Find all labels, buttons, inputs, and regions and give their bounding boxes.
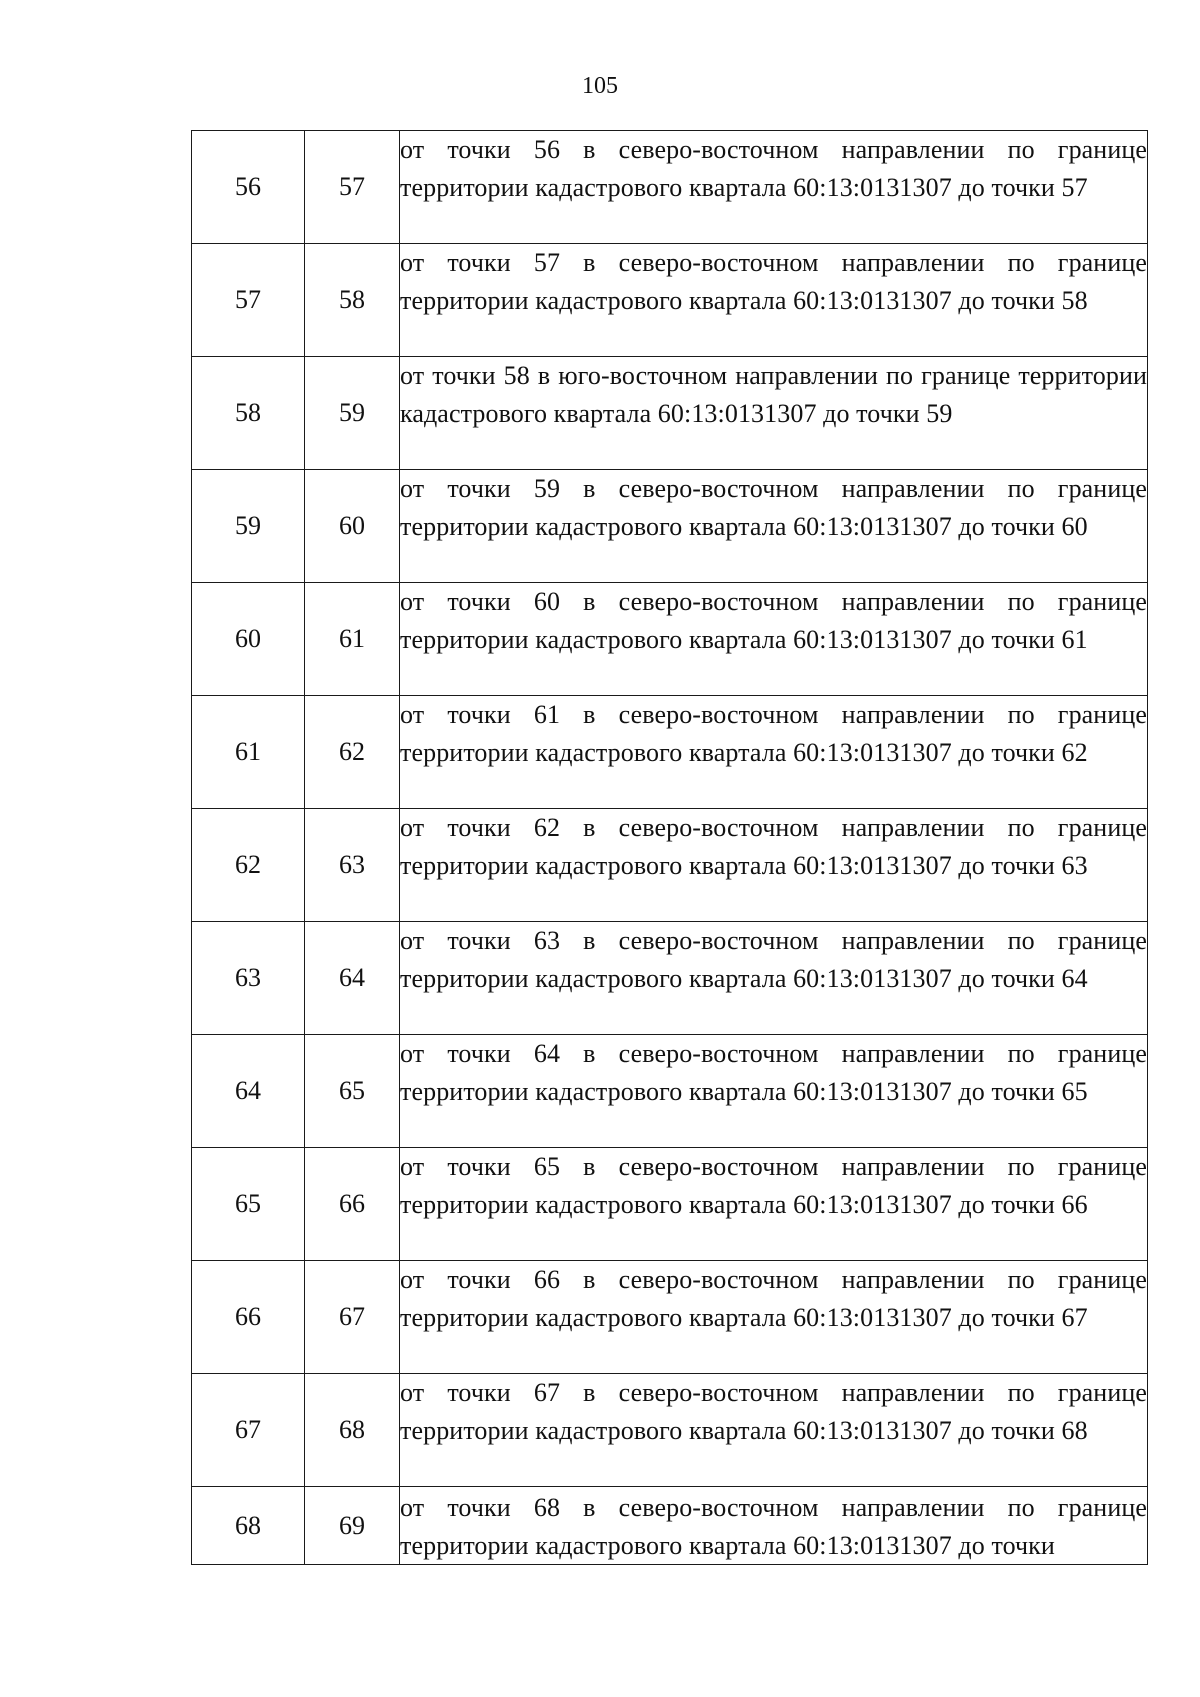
description-cell: от точки 67 в северо-восточном направлении по границе территории кадастрового квартала 60:13:0131307 до точки 68 <box>400 1374 1148 1487</box>
from-point-cell: 57 <box>192 244 305 357</box>
to-point-cell: 68 <box>305 1374 400 1487</box>
to-point-cell: 63 <box>305 809 400 922</box>
from-point-cell: 62 <box>192 809 305 922</box>
from-point-cell: 67 <box>192 1374 305 1487</box>
table-row <box>192 922 1148 1035</box>
from-point-cell: 60 <box>192 583 305 696</box>
to-point-cell: 61 <box>305 583 400 696</box>
to-point-cell: 64 <box>305 922 400 1035</box>
from-point-cell: 66 <box>192 1261 305 1374</box>
from-point-cell: 61 <box>192 696 305 809</box>
description-cell: от точки 65 в северо-восточном направлении по границе территории кадастрового квартала 60:13:0131307 до точки 66 <box>400 1148 1148 1261</box>
table-row <box>192 131 1148 244</box>
description-cell: от точки 62 в северо-восточном направлении по границе территории кадастрового квартала 60:13:0131307 до точки 63 <box>400 809 1148 922</box>
to-point-cell: 58 <box>305 244 400 357</box>
description-cell: от точки 61 в северо-восточном направлении по границе территории кадастрового квартала 60:13:0131307 до точки 62 <box>400 696 1148 809</box>
from-point-cell: 58 <box>192 357 305 470</box>
table-row <box>192 809 1148 922</box>
to-point-cell: 59 <box>305 357 400 470</box>
table-row <box>192 244 1148 357</box>
table-row <box>192 1261 1148 1374</box>
to-point-cell: 62 <box>305 696 400 809</box>
description-cell: от точки 59 в северо-восточном направлении по границе территории кадастрового квартала 60:13:0131307 до точки 60 <box>400 470 1148 583</box>
from-point-cell: 68 <box>192 1487 305 1565</box>
description-cell: от точки 68 в северо-восточном направлении по границе территории кадастрового квартала 60:13:0131307 до точки <box>400 1487 1148 1565</box>
from-point-cell: 64 <box>192 1035 305 1148</box>
description-cell: от точки 56 в северо-восточном направлении по границе территории кадастрового квартала 60:13:0131307 до точки 57 <box>400 131 1148 244</box>
from-point-cell: 63 <box>192 922 305 1035</box>
page-number: 105 <box>582 73 618 99</box>
table-row <box>192 357 1148 470</box>
from-point-cell: 65 <box>192 1148 305 1261</box>
to-point-cell: 65 <box>305 1035 400 1148</box>
table-row <box>192 470 1148 583</box>
description-cell: от точки 60 в северо-восточном направлении по границе территории кадастрового квартала 60:13:0131307 до точки 61 <box>400 583 1148 696</box>
to-point-cell: 57 <box>305 131 400 244</box>
table-row <box>192 696 1148 809</box>
table-row <box>192 1035 1148 1148</box>
table-row <box>192 1487 1148 1565</box>
description-cell: от точки 57 в северо-восточном направлении по границе территории кадастрового квартала 60:13:0131307 до точки 58 <box>400 244 1148 357</box>
table-row <box>192 1374 1148 1487</box>
to-point-cell: 67 <box>305 1261 400 1374</box>
description-cell: от точки 66 в северо-восточном направлении по границе территории кадастрового квартала 60:13:0131307 до точки 67 <box>400 1261 1148 1374</box>
to-point-cell: 60 <box>305 470 400 583</box>
from-point-cell: 59 <box>192 470 305 583</box>
table-row <box>192 1148 1148 1261</box>
description-cell: от точки 63 в северо-восточном направлении по границе территории кадастрового квартала 60:13:0131307 до точки 64 <box>400 922 1148 1035</box>
boundary-table-body <box>192 131 1148 1565</box>
boundary-table <box>191 130 1148 1565</box>
table-row <box>192 583 1148 696</box>
to-point-cell: 66 <box>305 1148 400 1261</box>
description-cell: от точки 64 в северо-восточном направлении по границе территории кадастрового квартала 60:13:0131307 до точки 65 <box>400 1035 1148 1148</box>
to-point-cell: 69 <box>305 1487 400 1565</box>
from-point-cell: 56 <box>192 131 305 244</box>
description-cell: от точки 58 в юго-восточном направлении по границе территории кадастрового квартала 60:13:0131307 до точки 59 <box>400 357 1148 470</box>
